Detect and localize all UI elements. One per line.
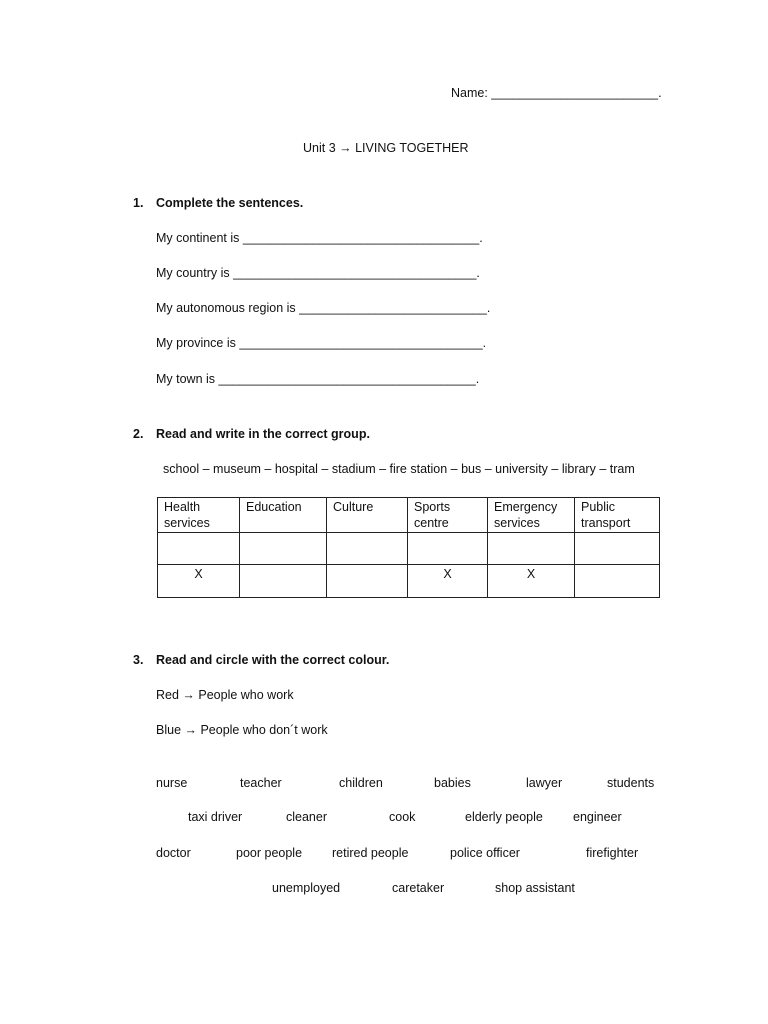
header-line: Health (164, 500, 201, 514)
word-caretaker[interactable]: caretaker (392, 881, 445, 895)
word-children[interactable]: children (339, 776, 383, 790)
table-row (158, 533, 660, 565)
name-line: Name: ________________________. (451, 86, 662, 100)
header-line: services (494, 516, 540, 530)
word-elderly-people[interactable]: elderly people (465, 810, 543, 824)
header-emergency-services (488, 498, 575, 533)
header-line: Culture (333, 500, 374, 514)
header-public-transport (575, 498, 660, 533)
q2-word-bank: school – museum – hospital – stadium – fire station – bus – university – library – tram (163, 462, 635, 476)
header-line: Sports (414, 500, 451, 514)
table-cell[interactable]: X (408, 565, 488, 598)
word-babies[interactable]: babies (434, 776, 471, 790)
header-line: Education (246, 500, 302, 514)
q1-sentence-continent: My continent is __________________________________. (156, 231, 483, 245)
header-sports-centre (408, 498, 488, 533)
table-cell[interactable] (327, 565, 408, 598)
table-header-row (158, 498, 660, 533)
word-engineer[interactable]: engineer (573, 810, 622, 824)
word-doctor[interactable]: doctor (156, 846, 191, 860)
word-lawyer[interactable]: lawyer (526, 776, 563, 790)
word-police-officer[interactable]: police officer (450, 846, 520, 860)
q1-number: 1. (133, 196, 144, 210)
unit-title-text: Unit 3 → LIVING TOGETHER (303, 141, 469, 155)
header-education (240, 498, 327, 533)
unit-title (303, 141, 469, 155)
word-teacher[interactable]: teacher (240, 776, 282, 790)
table-cell[interactable] (240, 533, 327, 565)
word-cleaner[interactable]: cleaner (286, 810, 327, 824)
header-line: Emergency (494, 500, 558, 514)
table-row (158, 565, 660, 598)
q1-sentence-province: My province is ___________________________________. (156, 336, 487, 350)
word-cook[interactable]: cook (389, 810, 416, 824)
table-cell[interactable] (158, 533, 240, 565)
header-line: transport (581, 516, 631, 530)
header-line: Public (581, 500, 616, 514)
table-cell[interactable]: X (158, 565, 240, 598)
q1-sentence-town: My town is _____________________________________. (156, 372, 480, 386)
q1-instruction: Complete the sentences. (156, 196, 304, 210)
table-cell[interactable] (408, 533, 488, 565)
header-line: centre (414, 516, 449, 530)
word-poor-people[interactable]: poor people (236, 846, 303, 860)
q3-instruction: Read and circle with the correct colour. (156, 653, 390, 667)
q1-sentence-country: My country is ___________________________________. (156, 266, 480, 280)
table-cell[interactable]: X (488, 565, 575, 598)
header-line: services (164, 516, 210, 530)
table-cell[interactable] (575, 565, 660, 598)
table-cell[interactable] (575, 533, 660, 565)
table-cell[interactable] (327, 533, 408, 565)
header-culture (327, 498, 408, 533)
header-health-services (158, 498, 240, 533)
word-firefighter[interactable]: firefighter (586, 846, 639, 860)
table-cell[interactable] (488, 533, 575, 565)
q3-key-red: Red → People who work (156, 688, 294, 702)
word-shop-assistant[interactable]: shop assistant (495, 881, 575, 895)
word-nurse[interactable]: nurse (156, 776, 188, 790)
q3-key-blue: Blue → People who don´t work (156, 723, 328, 737)
word-retired-people[interactable]: retired people (332, 846, 409, 860)
q3-number: 3. (133, 653, 144, 667)
table-cell[interactable] (240, 565, 327, 598)
q2-instruction: Read and write in the correct group. (156, 427, 370, 441)
word-students[interactable]: students (607, 776, 655, 790)
word-taxi-driver[interactable]: taxi driver (188, 810, 243, 824)
q2-number: 2. (133, 427, 144, 441)
q1-sentence-region: My autonomous region is ___________________________. (156, 301, 491, 315)
groups-table (157, 497, 660, 598)
word-unemployed[interactable]: unemployed (272, 881, 341, 895)
